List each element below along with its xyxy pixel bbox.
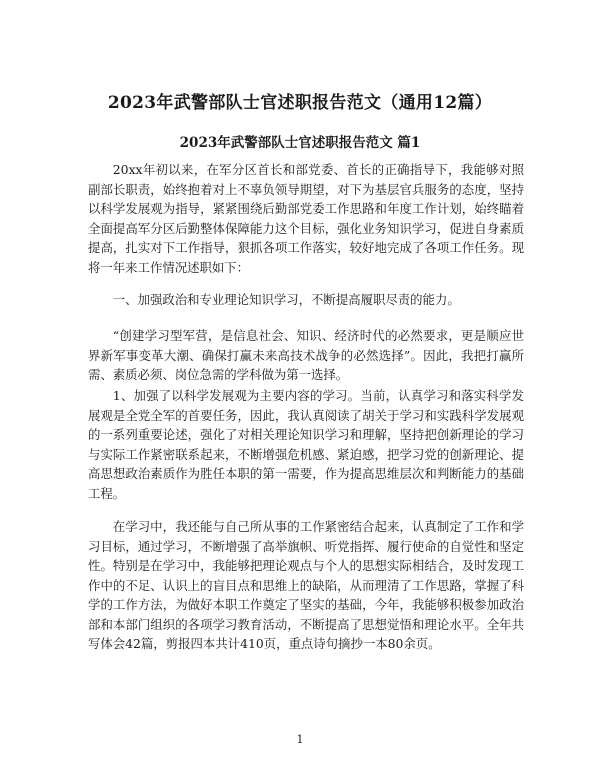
paragraph: “创建学习型军营，是信息社会、知识、经济时代的必然要求，更是顺应世界新军事变革大潮、确保打赢未来高技术战争的必然选择”。因此，我把打赢所需、素质必须、岗位急需的学科做为第一选择。: [88, 328, 524, 382]
document-title: 2023年武警部队士官述职报告范文（通用12篇）: [107, 93, 493, 113]
paragraph: 1、加强了以科学发展观为主要内容的学习。当前，认真学习和落实科学发展观是全党全军的首要任务，因此，我认真阅读了胡关于学习和实践科学发展观的一系列重要论述，强化了对相关理论知识学习和理解，坚持把创新理论的学习与实际工作紧密联系起来，不断增强危机感、紧迫感，把学习党的创新理论、提高思想政治素质作为胜任本职的第一需要，作为提高思维层次和判断能力的基础工程。: [88, 388, 524, 501]
paragraph: 20xx年初以来，在军分区首长和部党委、首长的正确指导下，我能够对照副部长职责，始终抱着对上不辜负领导期望，对下为基层官兵服务的态度，坚持以科学发展观为指导，紧紧围绕后勤部党委工作思路和年度工作计划，始终瞄着全面提高军分区后勤整体保障能力这个目标，强化业务知识学习，促进自身素质提高，扎实对下工作指导，狠抓各项工作落实，较好地完成了各项工作任务。现将一年来工作情况述职如下：: [88, 162, 524, 275]
paragraph: 在学习中，我还能与自己所从事的工作紧密结合起来，认真制定了工作和学习目标，通过学习，不断增强了高举旗帜、听党指挥、履行使命的自觉性和坚定性。特别是在学习中，我能够把理论观点与个人的思想实际相结合，及时发现工作中的不足、认识上的盲目点和思维上的缺陷，从而理清了工作思路，掌握了科学的工作方法，为做好本职工作奠定了坚实的基础，今年，我能够积极参加政治部和本部门组织的各项学习教育活动，不断提高了思想觉悟和理论水平。全年共写体会42篇，剪报四本共计410页，重点诗句摘抄一本80余页。: [88, 519, 524, 651]
section-title: 2023年武警部队士官述职报告范文 篇1: [179, 135, 421, 151]
page-number: 1: [296, 733, 304, 746]
paragraph: 一、加强政治和专业理论知识学习，不断提高履职尽责的能力。: [112, 292, 460, 307]
